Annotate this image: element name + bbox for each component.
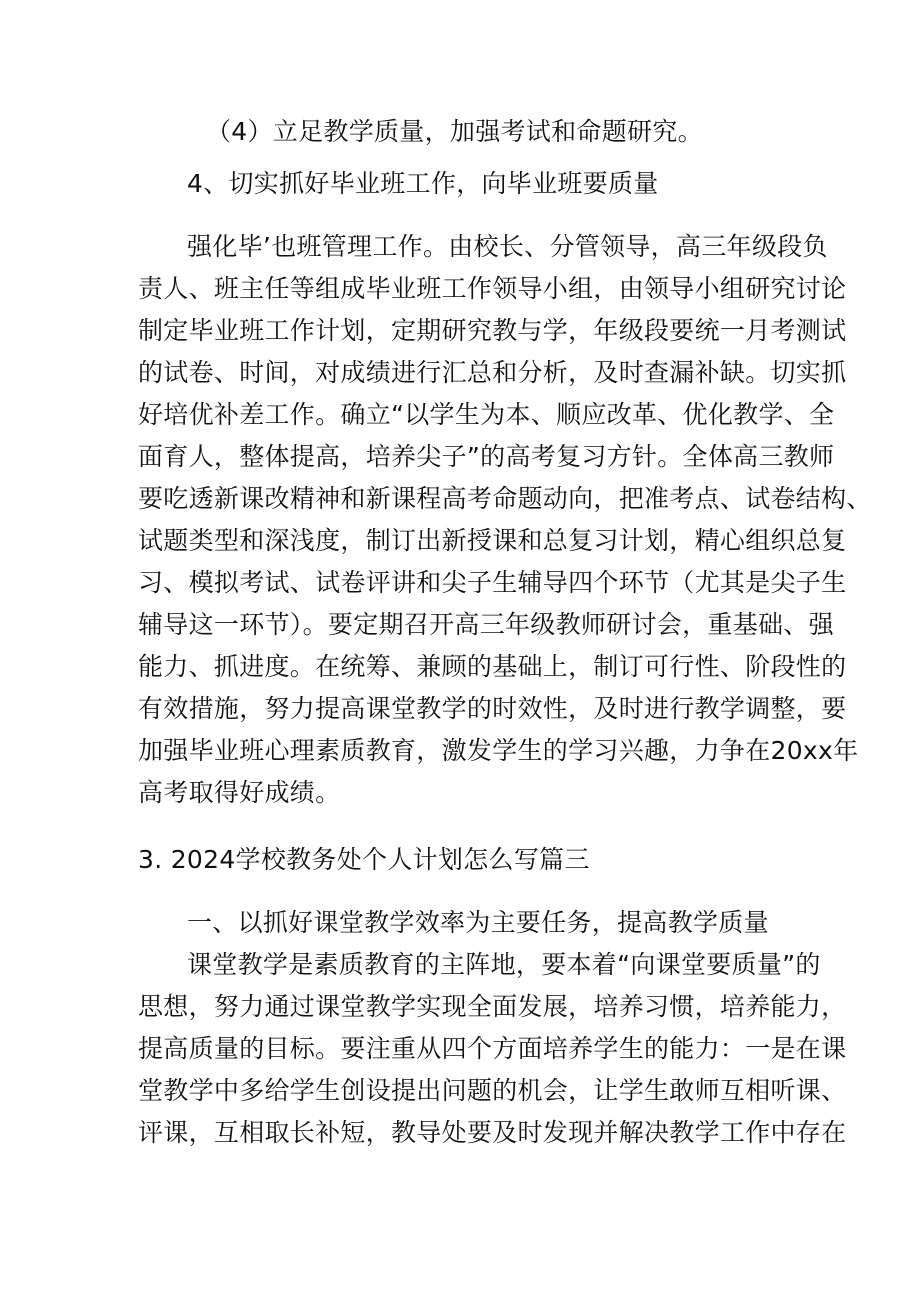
paragraph-line: 试题类型和深浅度，制订出新授课和总复习计划，精心组织总复 [138,526,847,555]
paragraph-line: 辅导这一环节）。要定期召开高三年级教师研讨会，重基础、强 [138,610,834,639]
paragraph-line: 好培优补差工作。确立“以学生为本、顺应改革、优化教学、全 [138,400,835,429]
paragraph-line: 能力、抓进度。在统筹、兼顾的基础上，制订可行性、阶段性的 [138,652,847,681]
paragraph-line: 思想，努力通过课堂教学实现全面发展，培养习惯，培养能力， [138,992,847,1021]
subsection-heading-1: 一、以抓好课堂教学效率为主要任务，提高教学质量 [187,908,769,937]
paragraph-line: 面育人，整体提高，培养尖子”的高考复习方针。全体高三教师 [138,442,835,471]
paragraph-line: 强化毕’也班管理工作。由校长、分管领导，高三年级段负 [187,232,828,261]
paragraph-line: 提高质量的目标。要注重从四个方面培养学生的能力：一是在课 [138,1034,847,1063]
paragraph-line: 的试卷、时间，对成绩进行汇总和分析，及时查漏补缺。切实抓 [138,358,847,387]
subsection-heading-4: （4）立足教学质量，加强考试和命题研究。 [206,117,703,146]
paragraph-line: 加强毕业班心理素质教育，激发学生的学习兴趣，力争在20xx年 [138,736,859,765]
paragraph-line: 评课，互相取长补短，教导处要及时发现并解决教学工作中存在 [138,1118,847,1147]
paragraph-line: 制定毕业班工作计划，定期研究教与学，年级段要统一月考测试 [138,316,847,345]
paragraph-line: 堂教学中多给学生创设提出问题的机会，让学生敢师互相听课、 [138,1076,847,1105]
paragraph-line: 课堂教学是素质教育的主阵地，要本着“向课堂要质量”的 [187,950,821,979]
paragraph-line: 责人、班主任等组成毕业班工作领导小组，由领导小组研究讨论 [138,274,847,303]
section-heading-4: 4、切实抓好毕业班工作，向毕业班要质量 [187,169,659,198]
paragraph-line: 要吃透新课改精神和新课程高考命题动向，把准考点、试卷结构、 [138,484,872,513]
paragraph-line: 有效措施，努力提高课堂教学的时效性，及时进行教学调整，要 [138,694,847,723]
section-title-3: 3. 2024学校教务处个人计划怎么写篇三 [138,845,590,874]
paragraph-line: 习、模拟考试、试卷评讲和尖子生辅导四个环节（尤其是尖子生 [138,568,847,597]
paragraph-line: 高考取得好成绩。 [138,778,341,807]
